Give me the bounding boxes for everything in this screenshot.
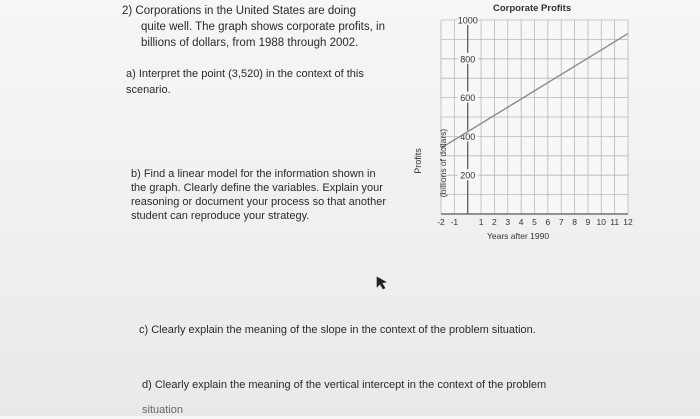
y-tick-label: 1000 xyxy=(457,15,478,26)
y-tick-label: 800 xyxy=(460,54,476,65)
profits-side-label: Profits xyxy=(413,148,423,174)
question-2-line-3: billions of dollars, from 1988 through 2002. xyxy=(141,37,359,49)
question-b-line-2: the graph. Clearly define the variables. Explain your xyxy=(131,182,383,194)
x-axis-label: Years after 1990 xyxy=(487,231,550,241)
grid-lines xyxy=(441,20,628,214)
x-tick-label: 3 xyxy=(505,217,511,227)
y-tick-label: 200 xyxy=(460,170,476,181)
x-tick-labels xyxy=(437,217,633,227)
question-c: c) Clearly explain the meaning of the slope in the context of the problem situation. xyxy=(139,324,536,336)
y-tick-label: 400 xyxy=(460,131,476,142)
question-a-line-1: a) Interpret the point (3,520) in the context of this xyxy=(126,68,364,80)
question-b-line-4: student can reproduce your strategy. xyxy=(131,210,310,222)
question-2-line-2: quite well. The graph shows corporate profits, in xyxy=(141,21,385,33)
y-axis-label: (billions of dollars) xyxy=(438,128,448,198)
x-tick-label: 6 xyxy=(545,217,551,227)
x-tick-label: 1 xyxy=(478,217,484,227)
chart-title: Corporate Profits xyxy=(493,3,572,14)
x-tick-label: -2 xyxy=(437,217,445,227)
x-tick-label: 5 xyxy=(532,217,537,227)
question-a-line-2: scenario. xyxy=(126,84,171,96)
x-tick-label: 8 xyxy=(572,217,577,227)
question-2-line-1: 2) Corporations in the United States are doing xyxy=(122,5,356,17)
x-tick-label: 11 xyxy=(610,217,620,227)
x-tick-label: 9 xyxy=(585,217,591,227)
question-b-line-1: b) Find a linear model for the information shown in xyxy=(131,168,376,180)
y-tick-label: 600 xyxy=(460,93,476,104)
x-tick-label: 7 xyxy=(558,217,564,227)
question-b-line-3: reasoning or document your process so that another xyxy=(131,196,386,208)
question-d-line-2: situation xyxy=(142,404,183,416)
x-tick-label: -1 xyxy=(450,217,459,227)
x-tick-label: 4 xyxy=(518,217,524,227)
x-tick-label: 2 xyxy=(492,217,497,227)
x-tick-label: 10 xyxy=(596,217,607,227)
x-tick-label: 12 xyxy=(623,217,633,227)
question-d-line-1: d) Clearly explain the meaning of the vertical intercept in the context of the problem xyxy=(142,379,547,391)
